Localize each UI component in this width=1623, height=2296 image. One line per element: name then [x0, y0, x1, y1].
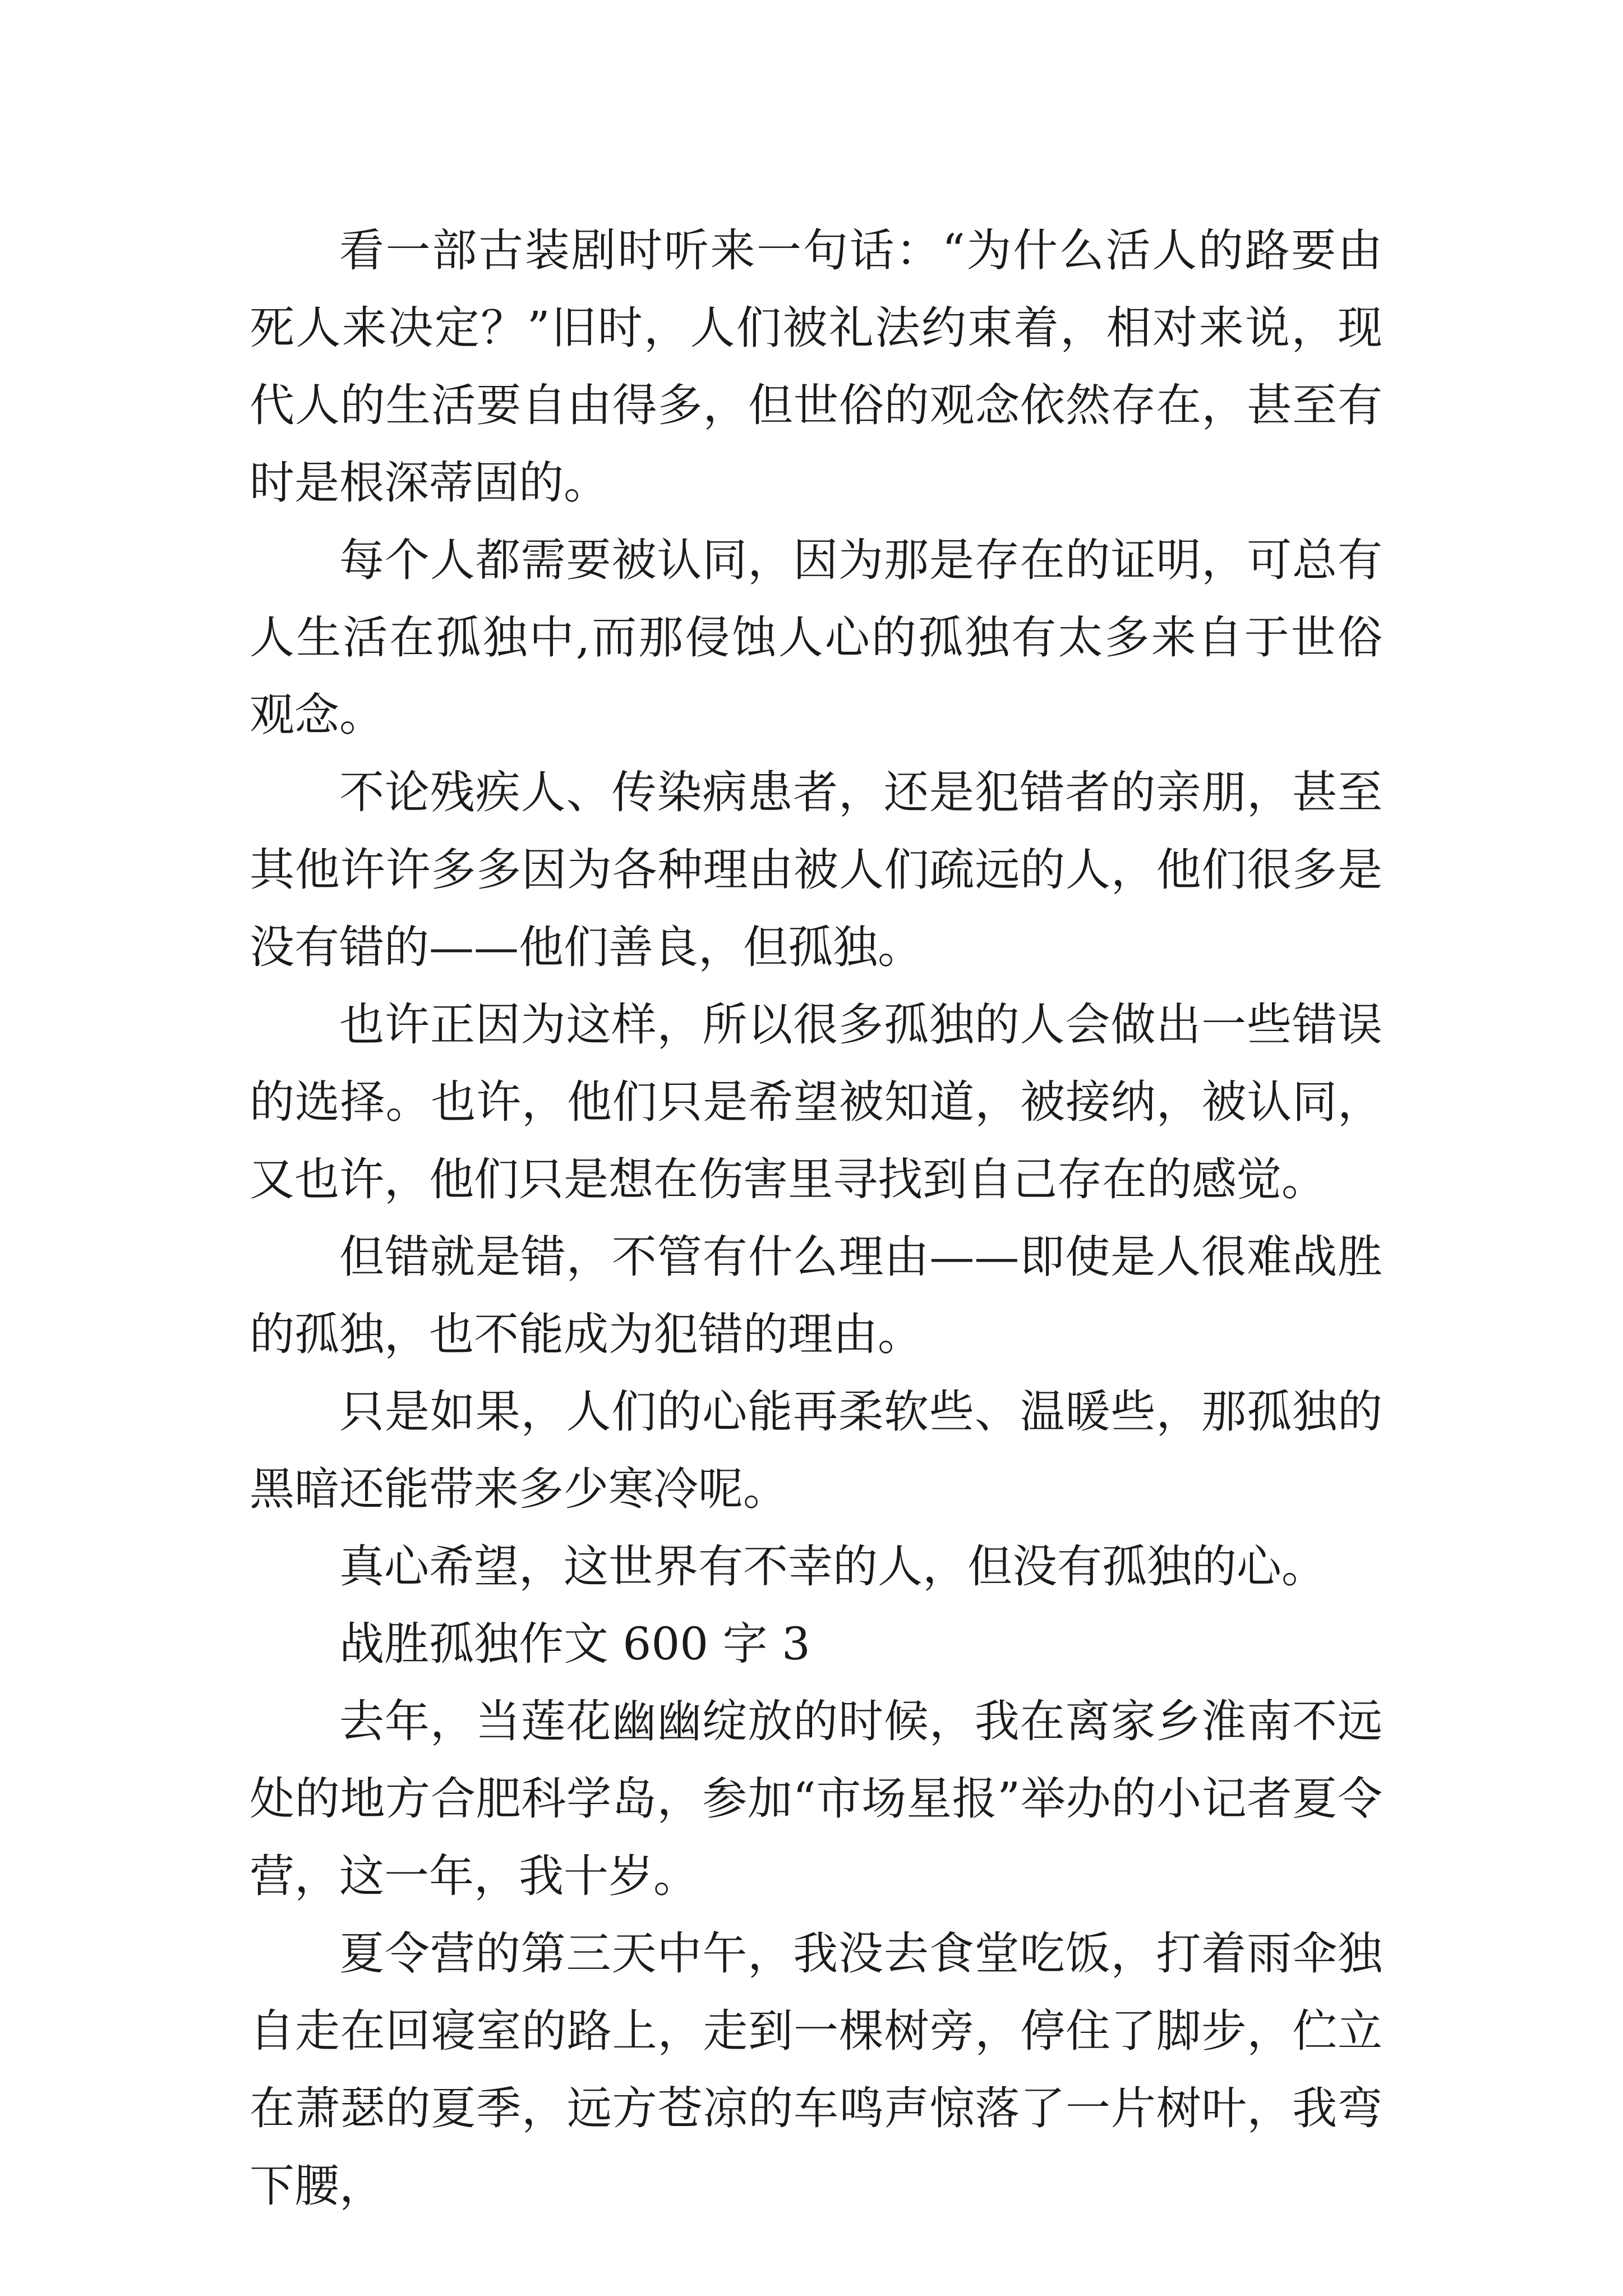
paragraph-8: 去年，当莲花幽幽绽放的时候，我在离家乡淮南不远处的地方合肥科学岛，参加“市场星报”举办的小记者夏令营，这一年，我十岁。: [250, 1695, 1382, 1902]
section-heading: 战胜孤独作文 600 字 3: [339, 1618, 810, 1670]
paragraph-3: 不论残疾人、传染病患者，还是犯错者的亲朋，甚至其他许许多多因为各种理由被人们疏远的人，他们很多是没有错的——他们善良，但孤独。: [250, 766, 1382, 973]
paragraph-6: 只是如果，人们的心能再柔软些、温暖些，那孤独的黑暗还能带来多少寒冷呢。: [250, 1386, 1382, 1515]
paragraph-2: 每个人都需要被认同，因为那是存在的证明，可总有人生活在孤独中,而那侵蚀人心的孤独有太多来自于世俗观念。: [250, 534, 1382, 741]
paragraph-1: 看一部古装剧时听来一句话：“为什么活人的路要由死人来决定？”旧时，人们被礼法约束着，相对来说，现代人的生活要自由得多，但世俗的观念依然存在，甚至有时是根深蒂固的。: [250, 224, 1382, 509]
paragraph-4: 也许正因为这样，所以很多孤独的人会做出一些错误的选择。也许，他们只是希望被知道，被接纳，被认同，又也许，他们只是想在伤害里寻找到自己存在的感觉。: [250, 999, 1382, 1205]
document-body: [250, 212, 1382, 2225]
paragraph-7: 真心希望，这世界有不幸的人，但没有孤独的心。: [339, 1540, 1326, 1593]
paragraph-5: 但错就是错，不管有什么理由——即使是人很难战胜的孤独，也不能成为犯错的理由。: [250, 1231, 1382, 1360]
paragraph-9: 夏令营的第三天中午，我没去食堂吃饭，打着雨伞独自走在回寝室的路上，走到一棵树旁，停住了脚步，伫立在萧瑟的夏季，远方苍凉的车鸣声惊落了一片树叶，我弯下腰，: [250, 1927, 1382, 2212]
